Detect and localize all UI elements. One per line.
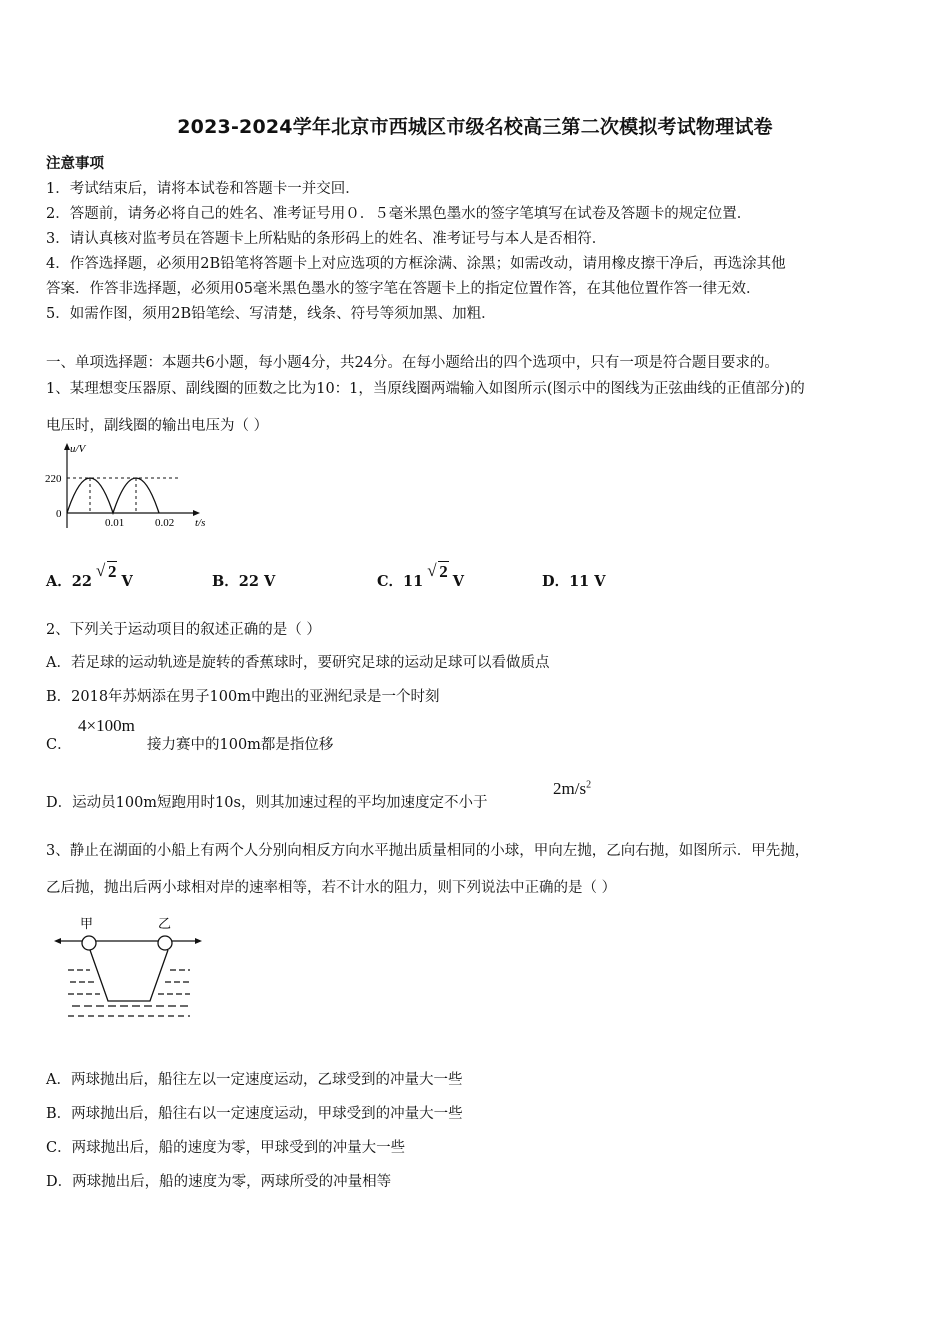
q3-option-a: A．两球抛出后，船往左以一定速度运动，乙球受到的冲量大一些	[46, 1072, 463, 1088]
q3-option-d: D．两球抛出后，船的速度为零，两球所受的冲量相等	[46, 1174, 392, 1190]
q1-option-c: C．11√ 2V	[377, 570, 464, 591]
q2-option-c-label: C．	[46, 737, 72, 753]
q3-stem-line1: 3、静止在湖面的小船上有两个人分别向相反方向水平抛出质量相同的小球，甲向左抛，乙向右抛，如图所示．甲先抛，	[46, 843, 810, 859]
y-label: u/V	[70, 443, 86, 455]
q2-option-d: D．运动员100m短跑用时10s，则其加速过程的平均加速度定不小于	[46, 795, 488, 811]
notice-item: 答案．作答非选择题，必须用05毫米黑色墨水的签字笔在答题卡上的指定位置作答，在其他位置作答一律无效．	[46, 281, 761, 297]
q2-option-b: B．2018年苏炳添在男子100m中跑出的亚洲纪录是一个时刻	[46, 689, 440, 705]
q2-option-c-text: 接力赛中的100m都是指位移	[147, 737, 334, 753]
notice-item: 1．考试结束后，请将本试卷和答题卡一并交回．	[46, 181, 360, 197]
x-axis-arrow	[193, 510, 200, 516]
q1-stem-line2: 电压时，副线圈的输出电压为（ ）	[46, 418, 269, 434]
q2-option-c-math: 4×100m	[78, 716, 135, 735]
q1-stem-line1: 1、某理想变压器原、副线圈的匝数之比为10：1，当原线圈两端输入如图所示(图示中的图线为正弦曲线的正值部分)的	[46, 381, 805, 397]
q2-option-a: A．若足球的运动轨迹是旋转的香蕉球时，要研究足球的运动足球可以看做质点	[46, 655, 550, 671]
q1-option-a: A．22√ 2V	[46, 570, 133, 591]
sqrt-symbol: √ 2	[427, 562, 449, 582]
q1-voltage-graph	[40, 440, 215, 535]
q3-option-c: C．两球抛出后，船的速度为零，甲球受到的冲量大一些	[46, 1140, 406, 1156]
boat-hull	[90, 950, 168, 1001]
x-tick-label: 0.01	[105, 517, 125, 529]
left-person-label: 甲	[80, 916, 94, 931]
q3-option-b: B．两球抛出后，船往右以一定速度运动，甲球受到的冲量大一些	[46, 1106, 463, 1122]
x-label: t/s	[195, 517, 206, 529]
notice-item: 2．答题前，请务必将自己的姓名、准考证号用０．５毫米黑色墨水的签字笔填写在试卷及答题卡的规定位置．	[46, 206, 752, 222]
rectified-sine-curve	[67, 478, 159, 513]
section-heading: 一、单项选择题：本题共6小题，每小题4分，共24分。在每小题给出的四个选项中，只有一项是符合题目要求的。	[46, 355, 779, 371]
right-person-label: 乙	[158, 916, 172, 931]
notice-item: 5．如需作图，须用2B铅笔绘、写清楚，线条、符号等须加黑、加粗．	[46, 306, 496, 322]
q2-option-d-math: $2m/s^2$	[553, 779, 592, 798]
page-title: 2023-2024学年北京市西城区市级名校高三第二次模拟考试物理试卷	[177, 116, 773, 138]
notice-item: 3．请认真核对监考员在答题卡上所粘贴的条形码上的姓名、准考证号与本人是否相符．	[46, 231, 607, 247]
right-arrow	[195, 938, 202, 944]
y-tick-label: 220	[45, 473, 62, 485]
q2-stem: 2、下列关于运动项目的叙述正确的是（ ）	[46, 622, 321, 638]
x-tick-label: 0.02	[155, 517, 175, 529]
origin-label: 0	[56, 508, 62, 520]
q1-option-d: D．11 V	[542, 573, 606, 590]
left-ball	[82, 936, 96, 950]
notice-item: 4．作答选择题，必须用2B铅笔将答题卡上对应选项的方框涂满、涂黑；如需改动，请用橡皮擦干净后，再选涂其他	[46, 256, 786, 272]
q3-boat-figure	[50, 910, 210, 1025]
q1-option-b: B．22 V	[212, 573, 276, 590]
notice-heading: 注意事项	[46, 156, 104, 172]
sqrt-symbol: √ 2	[96, 562, 118, 582]
water-waves	[68, 970, 190, 1016]
left-arrow	[54, 938, 61, 944]
right-ball	[158, 936, 172, 950]
q3-stem-line2: 乙后抛，抛出后两小球相对岸的速率相等，若不计水的阻力，则下列说法中正确的是（ ）	[46, 880, 617, 896]
